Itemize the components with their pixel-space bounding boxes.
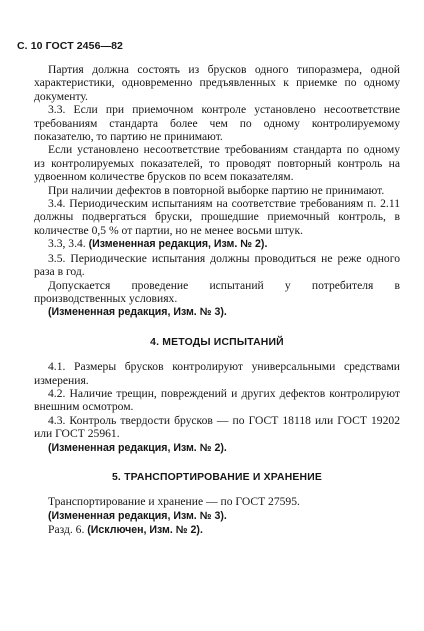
paragraph: 4.3. Контроль твердости брусков — по ГОСТ 18118 или ГОСТ 19202 или ГОСТ 25961. (34, 413, 400, 441)
paragraph: 3.4. Периодическим испытаниям на соответствие требованиям п. 2.11 должны подвергаться бруски, прошедшие приемочный контроль, в количестве 0,5 % от партии, но не менее восьми штук. (34, 197, 400, 237)
paragraph: 4.2. Наличие трещин, повреждений и других дефектов контролируют внешним осмотром. (34, 386, 400, 414)
amendment-note (34, 441, 400, 455)
paragraph: 4.1. Размеры брусков контролируют универсальными средствами измерения. (34, 360, 400, 387)
paragraph: 3.3. Если при приемочном контроле установлено несоответствие требованиям стандарта более чем по одному контролируемому показателю, то партию не принимают. (34, 103, 400, 144)
amendment-label: (Измененная редакция, Изм. № 3). (48, 306, 227, 319)
amendment-label: (Исключен, Изм. № 2). (87, 524, 203, 537)
amendment-note (34, 237, 400, 251)
paragraph: При наличии дефектов в повторной выборке партию не принимают. (48, 183, 385, 197)
amendment-label: (Измененная редакция, Изм. № 3). (48, 509, 227, 522)
paragraph: Транспортирование и хранение — по ГОСТ 27595. (48, 495, 300, 509)
amendment-label: (Измененная редакция, Изм. № 2). (48, 441, 227, 454)
section-heading: 5. ТРАНСПОРТИРОВАНИЕ И ХРАНЕНИЕ (111, 471, 323, 483)
section-heading: 4. МЕТОДЫ ИСПЫТАНИЙ (150, 336, 284, 348)
paragraph: Если установлено несоответствие требованиям стандарта по одному из контролируемых показателей, то проводят повторный контроль на удвоенном количестве брусков по всем показателям. (34, 143, 400, 184)
clause-reference: 3.3, 3.4. (48, 237, 89, 251)
paragraph: Партия должна состоять из брусков одного типоразмера, одной характеристики, одновременно предъявленных к приемке по одному документу. (34, 63, 400, 103)
clause-reference: Разд. 6. (48, 523, 88, 537)
amendment-note (34, 523, 400, 537)
page-header: С. 10 ГОСТ 2456—82 (17, 40, 123, 52)
paragraph: Допускается проведение испытаний у потребителя в производственных условиях. (34, 278, 400, 305)
amendment-label: (Измененная редакция, Изм. № 2). (88, 238, 268, 251)
paragraph: 3.5. Периодические испытания должны проводиться не реже одного раза в год. (34, 251, 400, 279)
document-body (34, 63, 400, 538)
amendment-note (34, 509, 400, 523)
amendment-note (34, 305, 400, 319)
